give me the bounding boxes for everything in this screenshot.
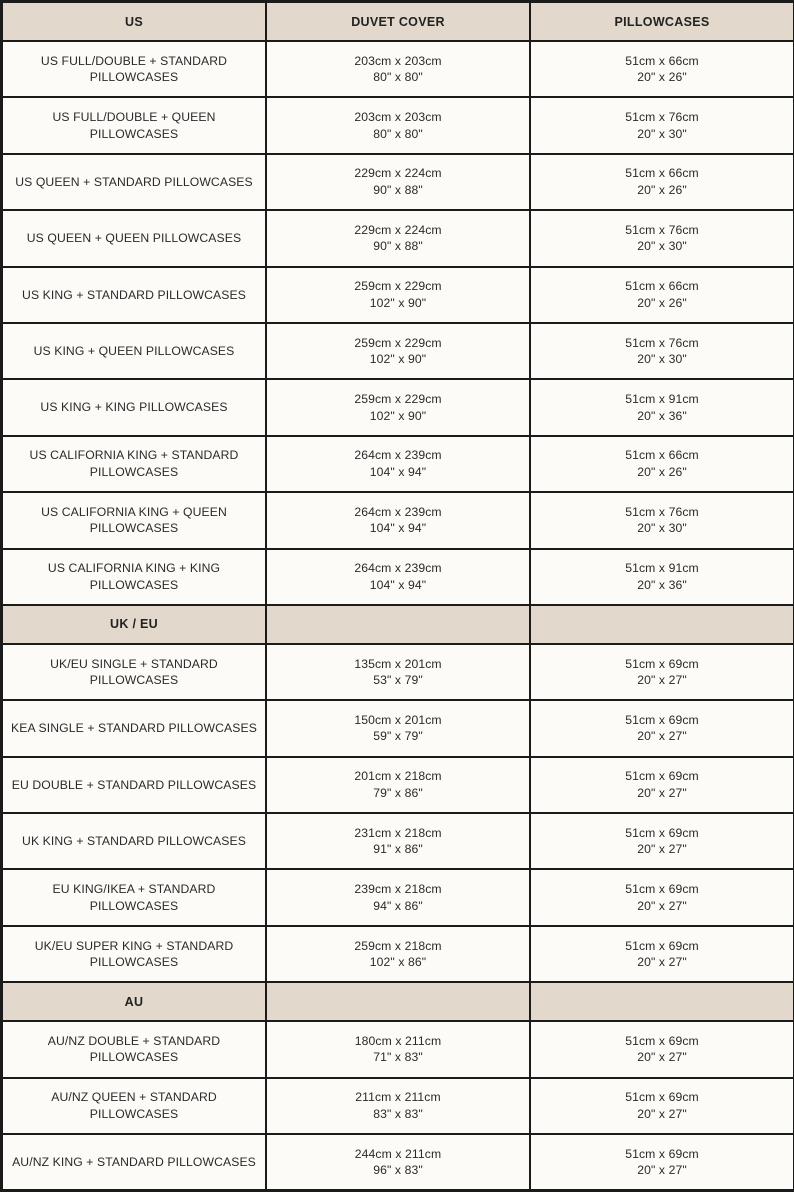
pillow-size-cm: 51cm x 66cm	[625, 448, 699, 463]
duvet-cover-size	[266, 1021, 530, 1077]
duvet-cover-size	[266, 436, 530, 492]
pillow-size-cm: 51cm x 76cm	[625, 110, 699, 125]
pillowcase-size	[530, 869, 794, 925]
table-row	[2, 644, 794, 700]
table-row	[2, 869, 794, 925]
duvet-size-inches: 80" x 80"	[373, 126, 423, 141]
table-row	[2, 379, 794, 435]
table-row	[2, 436, 794, 492]
pillow-size-cm: 51cm x 69cm	[625, 1033, 699, 1048]
duvet-size-inches: 71" x 83"	[373, 1050, 423, 1065]
bed-size-name: US QUEEN + QUEEN PILLOWCASES	[2, 210, 266, 266]
section-empty-cell	[266, 982, 530, 1021]
pillowcase-size	[530, 154, 794, 210]
section-empty-cell	[530, 605, 794, 644]
duvet-cover-size	[266, 97, 530, 153]
header-duvet-cover: DUVET COVER	[266, 2, 530, 41]
section-header-row	[2, 605, 794, 644]
bed-size-name: AU/NZ QUEEN + STANDARD PILLOWCASES	[2, 1078, 266, 1134]
pillow-size-cm: 51cm x 66cm	[625, 53, 699, 68]
duvet-size-inches: 102" x 90"	[369, 408, 427, 423]
pillow-size-cm: 51cm x 69cm	[625, 938, 699, 953]
table-row	[2, 1021, 794, 1077]
duvet-cover-size	[266, 1078, 530, 1134]
bed-size-name: KEA SINGLE + STANDARD PILLOWCASES	[2, 700, 266, 756]
duvet-cover-size	[266, 154, 530, 210]
pillow-size-cm: 51cm x 76cm	[625, 335, 699, 350]
table-row	[2, 757, 794, 813]
pillowcase-size	[530, 41, 794, 97]
pillow-size-inches: 20" x 30"	[637, 239, 687, 254]
pillow-size-cm: 51cm x 76cm	[625, 504, 699, 519]
bed-size-name: US FULL/DOUBLE + STANDARD PILLOWCASES	[2, 41, 266, 97]
pillowcase-size	[530, 210, 794, 266]
duvet-size-inches: 83" x 83"	[373, 1106, 423, 1121]
section-title: AU	[2, 982, 266, 1021]
pillow-size-cm: 51cm x 69cm	[625, 656, 699, 671]
duvet-size-inches: 79" x 86"	[373, 785, 423, 800]
pillow-size-cm: 51cm x 69cm	[625, 825, 699, 840]
table-row	[2, 97, 794, 153]
pillow-size-cm: 51cm x 76cm	[625, 222, 699, 237]
bed-size-name: US CALIFORNIA KING + STANDARD PILLOWCASES	[2, 436, 266, 492]
duvet-size-inches: 102" x 86"	[369, 955, 427, 970]
size-chart-table	[1, 1, 794, 1191]
duvet-size-cm: 211cm x 211cm	[355, 1090, 441, 1105]
pillowcase-size	[530, 323, 794, 379]
section-header-row	[2, 982, 794, 1021]
duvet-cover-size	[266, 869, 530, 925]
bed-size-name: EU KING/IKEA + STANDARD PILLOWCASES	[2, 869, 266, 925]
duvet-size-cm: 231cm x 218cm	[354, 825, 442, 840]
pillow-size-inches: 20" x 27"	[637, 898, 687, 913]
duvet-size-inches: 90" x 88"	[373, 239, 423, 254]
pillowcase-size	[530, 926, 794, 982]
duvet-cover-size	[266, 492, 530, 548]
duvet-size-inches: 102" x 90"	[369, 295, 427, 310]
duvet-size-cm: 259cm x 229cm	[354, 335, 442, 350]
bed-size-name: AU/NZ KING + STANDARD PILLOWCASES	[2, 1134, 266, 1190]
pillow-size-cm: 51cm x 69cm	[625, 1090, 699, 1105]
duvet-cover-size	[266, 813, 530, 869]
bed-size-name: AU/NZ DOUBLE + STANDARD PILLOWCASES	[2, 1021, 266, 1077]
pillow-size-inches: 20" x 26"	[637, 464, 687, 479]
pillowcase-size	[530, 1134, 794, 1190]
pillow-size-inches: 20" x 36"	[637, 408, 687, 423]
bed-size-name: US KING + QUEEN PILLOWCASES	[2, 323, 266, 379]
table-row	[2, 1078, 794, 1134]
size-chart-body	[2, 2, 794, 1190]
pillowcase-size	[530, 379, 794, 435]
pillow-size-cm: 51cm x 69cm	[625, 882, 699, 897]
table-row	[2, 926, 794, 982]
duvet-cover-size	[266, 267, 530, 323]
pillowcase-size	[530, 97, 794, 153]
pillow-size-inches: 20" x 26"	[637, 295, 687, 310]
duvet-size-inches: 104" x 94"	[369, 464, 427, 479]
pillow-size-cm: 51cm x 91cm	[625, 561, 699, 576]
duvet-size-inches: 91" x 86"	[373, 842, 423, 857]
pillow-size-inches: 20" x 26"	[637, 70, 687, 85]
pillowcase-size	[530, 813, 794, 869]
duvet-cover-size	[266, 1134, 530, 1190]
pillowcase-size	[530, 644, 794, 700]
duvet-size-cm: 239cm x 218cm	[354, 882, 442, 897]
pillowcase-size	[530, 1021, 794, 1077]
duvet-cover-size	[266, 210, 530, 266]
pillow-size-inches: 20" x 27"	[637, 1050, 687, 1065]
duvet-size-cm: 203cm x 203cm	[354, 53, 442, 68]
duvet-cover-size	[266, 379, 530, 435]
table-row	[2, 700, 794, 756]
duvet-size-inches: 96" x 83"	[373, 1163, 423, 1178]
bed-size-name: US KING + STANDARD PILLOWCASES	[2, 267, 266, 323]
duvet-cover-size	[266, 41, 530, 97]
duvet-size-cm: 203cm x 203cm	[354, 110, 442, 125]
pillow-size-inches: 20" x 27"	[637, 1106, 687, 1121]
section-empty-cell	[266, 605, 530, 644]
bed-size-name: US CALIFORNIA KING + KING PILLOWCASES	[2, 549, 266, 605]
table-row	[2, 210, 794, 266]
pillow-size-cm: 51cm x 69cm	[625, 769, 699, 784]
duvet-size-inches: 80" x 80"	[373, 70, 423, 85]
pillowcase-size	[530, 700, 794, 756]
pillowcase-size	[530, 549, 794, 605]
header-row	[2, 2, 794, 41]
pillowcase-size	[530, 267, 794, 323]
pillow-size-inches: 20" x 30"	[637, 352, 687, 367]
pillowcase-size	[530, 436, 794, 492]
duvet-size-cm: 264cm x 239cm	[354, 448, 442, 463]
duvet-size-inches: 104" x 94"	[369, 521, 427, 536]
duvet-cover-size	[266, 700, 530, 756]
table-row	[2, 154, 794, 210]
duvet-cover-size	[266, 757, 530, 813]
duvet-size-inches: 102" x 90"	[369, 352, 427, 367]
header-region: US	[2, 2, 266, 41]
pillowcase-size	[530, 757, 794, 813]
section-empty-cell	[530, 982, 794, 1021]
duvet-size-cm: 264cm x 239cm	[354, 504, 442, 519]
bed-size-name: UK/EU SUPER KING + STANDARD PILLOWCASES	[2, 926, 266, 982]
duvet-size-cm: 150cm x 201cm	[354, 712, 442, 727]
duvet-cover-size	[266, 644, 530, 700]
bed-size-name: EU DOUBLE + STANDARD PILLOWCASES	[2, 757, 266, 813]
bed-size-name: US CALIFORNIA KING + QUEEN PILLOWCASES	[2, 492, 266, 548]
duvet-size-inches: 59" x 79"	[373, 729, 423, 744]
pillow-size-inches: 20" x 27"	[637, 673, 687, 688]
bed-size-name: UK/EU SINGLE + STANDARD PILLOWCASES	[2, 644, 266, 700]
duvet-size-inches: 94" x 86"	[373, 898, 423, 913]
pillow-size-inches: 20" x 27"	[637, 785, 687, 800]
pillow-size-cm: 51cm x 66cm	[625, 279, 699, 294]
pillow-size-inches: 20" x 30"	[637, 521, 687, 536]
table-row	[2, 1134, 794, 1190]
pillow-size-inches: 20" x 27"	[637, 842, 687, 857]
duvet-size-cm: 259cm x 218cm	[354, 938, 442, 953]
bed-size-name: US QUEEN + STANDARD PILLOWCASES	[2, 154, 266, 210]
pillow-size-inches: 20" x 30"	[637, 126, 687, 141]
duvet-size-cm: 264cm x 239cm	[354, 561, 442, 576]
duvet-size-inches: 53" x 79"	[373, 673, 423, 688]
bed-size-name: UK KING + STANDARD PILLOWCASES	[2, 813, 266, 869]
bed-size-name: US FULL/DOUBLE + QUEEN PILLOWCASES	[2, 97, 266, 153]
pillowcase-size	[530, 492, 794, 548]
duvet-size-cm: 229cm x 224cm	[354, 222, 442, 237]
pillow-size-cm: 51cm x 91cm	[625, 392, 699, 407]
bed-size-name: US KING + KING PILLOWCASES	[2, 379, 266, 435]
table-row	[2, 813, 794, 869]
duvet-cover-size	[266, 549, 530, 605]
pillow-size-inches: 20" x 36"	[637, 577, 687, 592]
pillow-size-cm: 51cm x 66cm	[625, 166, 699, 181]
duvet-size-cm: 244cm x 211cm	[354, 1146, 442, 1161]
duvet-size-cm: 180cm x 211cm	[354, 1033, 442, 1048]
pillow-size-inches: 20" x 27"	[637, 955, 687, 970]
duvet-size-inches: 104" x 94"	[369, 577, 427, 592]
duvet-cover-size	[266, 323, 530, 379]
table-row	[2, 549, 794, 605]
duvet-size-cm: 259cm x 229cm	[354, 279, 442, 294]
pillow-size-inches: 20" x 27"	[637, 1163, 687, 1178]
pillow-size-inches: 20" x 27"	[637, 729, 687, 744]
duvet-size-cm: 229cm x 224cm	[354, 166, 442, 181]
duvet-cover-size	[266, 926, 530, 982]
pillow-size-inches: 20" x 26"	[637, 182, 687, 197]
header-pillowcases: PILLOWCASES	[530, 2, 794, 41]
table-row	[2, 323, 794, 379]
pillow-size-cm: 51cm x 69cm	[625, 1146, 699, 1161]
duvet-size-cm: 201cm x 218cm	[354, 769, 442, 784]
section-title: UK / EU	[2, 605, 266, 644]
pillowcase-size	[530, 1078, 794, 1134]
table-row	[2, 492, 794, 548]
table-row	[2, 267, 794, 323]
duvet-size-inches: 90" x 88"	[373, 182, 423, 197]
duvet-size-cm: 135cm x 201cm	[354, 656, 442, 671]
duvet-size-cm: 259cm x 229cm	[354, 392, 442, 407]
table-row	[2, 41, 794, 97]
pillow-size-cm: 51cm x 69cm	[625, 712, 699, 727]
